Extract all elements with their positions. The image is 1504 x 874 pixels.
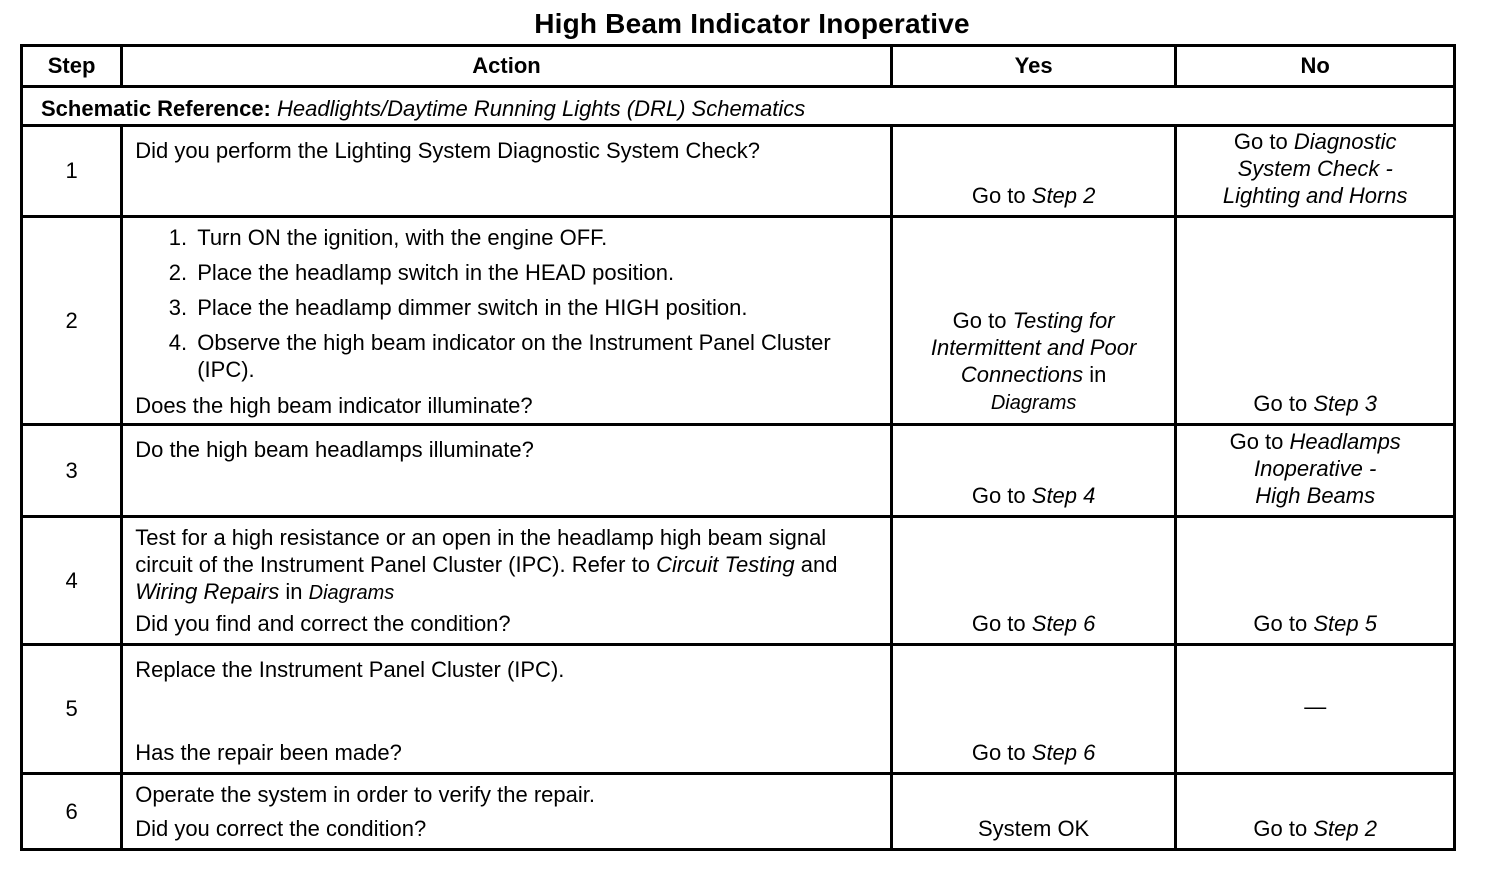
yes-cell (891, 126, 1176, 217)
page-title: High Beam Indicator Inoperative (534, 8, 970, 39)
action-question: Did you find and correct the condition? (135, 611, 511, 636)
yes-link[interactable]: Connections (960, 362, 1084, 387)
yes-cell (891, 517, 1176, 645)
yes-link[interactable]: Step 2 (1031, 183, 1096, 208)
reference-link[interactable]: Circuit Testing (656, 552, 795, 577)
yes-link[interactable]: Diagrams (990, 392, 1077, 414)
yes-cell (891, 774, 1176, 850)
action-question: Does the high beam indicator illuminate? (135, 393, 533, 418)
no-link[interactable]: High Beams (1255, 483, 1376, 508)
step-number: 3 (22, 425, 122, 517)
no-cell (1176, 517, 1455, 645)
no-link[interactable]: Headlamps (1289, 429, 1401, 454)
yes-link[interactable]: Step 6 (1031, 611, 1096, 636)
action-text (135, 524, 870, 607)
step-number: 4 (22, 517, 122, 645)
action-text: Do the high beam headlamps illuminate? (135, 437, 534, 462)
no-cell (1176, 645, 1455, 774)
no-cell (1176, 126, 1455, 217)
action-list-item: 4. Observe the high beam indicator on the Instrument Panel Cluster (IPC). (193, 329, 890, 383)
yes-prefix: Go to (971, 611, 1026, 636)
action-cell (122, 645, 892, 774)
header-row (22, 46, 1455, 87)
action-cell (122, 217, 892, 425)
step-number: 5 (22, 645, 122, 774)
no-cell (1176, 217, 1455, 425)
yes-prefix: Go to (952, 308, 1007, 333)
no-cell (1176, 425, 1455, 517)
action-question: Did you correct the condition? (135, 816, 427, 841)
no-dash: — (1304, 693, 1327, 719)
action-question: Has the repair been made? (135, 740, 402, 765)
step-number: 2 (22, 217, 122, 425)
no-link[interactable]: Step 2 (1313, 816, 1377, 841)
table-row (22, 217, 1455, 425)
step-number: 6 (22, 774, 122, 850)
yes-prefix: Go to (971, 740, 1026, 765)
no-prefix: Go to (1233, 129, 1288, 154)
header-step: Step (22, 46, 122, 87)
action-list-item: 1. Turn ON the ignition, with the engine OFF. (193, 224, 890, 251)
no-link[interactable]: Step 3 (1313, 391, 1377, 416)
no-link[interactable]: Lighting and Horns (1222, 183, 1408, 208)
table-row (22, 645, 1455, 774)
yes-result: System OK (977, 816, 1090, 841)
yes-link[interactable]: Step 6 (1031, 740, 1096, 765)
reference-link[interactable]: Diagrams (308, 582, 395, 604)
schematic-row (22, 87, 1455, 126)
no-link[interactable]: Step 5 (1313, 611, 1377, 636)
action-cell (122, 425, 892, 517)
no-link[interactable]: Diagnostic (1293, 129, 1397, 154)
yes-prefix: Go to (971, 183, 1026, 208)
header-no: No (1176, 46, 1455, 87)
yes-mid: in (1089, 362, 1107, 387)
reference-link[interactable]: Wiring Repairs (135, 579, 280, 604)
schematic-reference (22, 87, 1455, 126)
no-prefix: Go to (1229, 429, 1284, 454)
no-prefix: Go to (1253, 816, 1308, 841)
yes-prefix: Go to (971, 483, 1026, 508)
yes-link[interactable]: Testing for (1012, 308, 1115, 333)
no-link[interactable]: System Check - (1237, 156, 1393, 181)
step-number: 1 (22, 126, 122, 217)
yes-cell (891, 217, 1176, 425)
diagnostic-table (20, 44, 1456, 851)
no-prefix: Go to (1253, 391, 1308, 416)
no-link[interactable]: Inoperative - (1254, 456, 1377, 481)
no-cell (1176, 774, 1455, 850)
action-text: Replace the Instrument Panel Cluster (IPC). (135, 657, 565, 682)
action-text: Operate the system in order to verify the repair. (135, 782, 595, 807)
action-cell (122, 517, 892, 645)
table-row (22, 425, 1455, 517)
action-list-item: 3. Place the headlamp dimmer switch in the HIGH position. (193, 294, 890, 321)
yes-link[interactable]: Step 4 (1031, 483, 1096, 508)
action-list-item: 2. Place the headlamp switch in the HEAD position. (193, 259, 890, 286)
schematic-link[interactable]: Headlights/Daytime Running Lights (DRL) Schematics (277, 96, 806, 121)
yes-link[interactable]: Intermittent and Poor (930, 335, 1137, 360)
action-cell (122, 774, 892, 850)
header-yes: Yes (891, 46, 1176, 87)
conjunction: in (285, 579, 303, 604)
table-row (22, 126, 1455, 217)
schematic-label: Schematic Reference: (41, 96, 271, 121)
action-cell (122, 126, 892, 217)
conjunction: and (800, 552, 838, 577)
table-row (22, 517, 1455, 645)
yes-cell (891, 425, 1176, 517)
yes-cell (891, 645, 1176, 774)
action-text-main: Test for a high resistance or an open in the headlamp high beam signal circuit of the Instrument Panel Cluster (IPC). Refer to (135, 525, 827, 577)
header-action: Action (122, 46, 892, 87)
no-prefix: Go to (1253, 611, 1308, 636)
table-row (22, 774, 1455, 850)
action-text: Did you perform the Lighting System Diagnostic System Check? (135, 138, 761, 163)
